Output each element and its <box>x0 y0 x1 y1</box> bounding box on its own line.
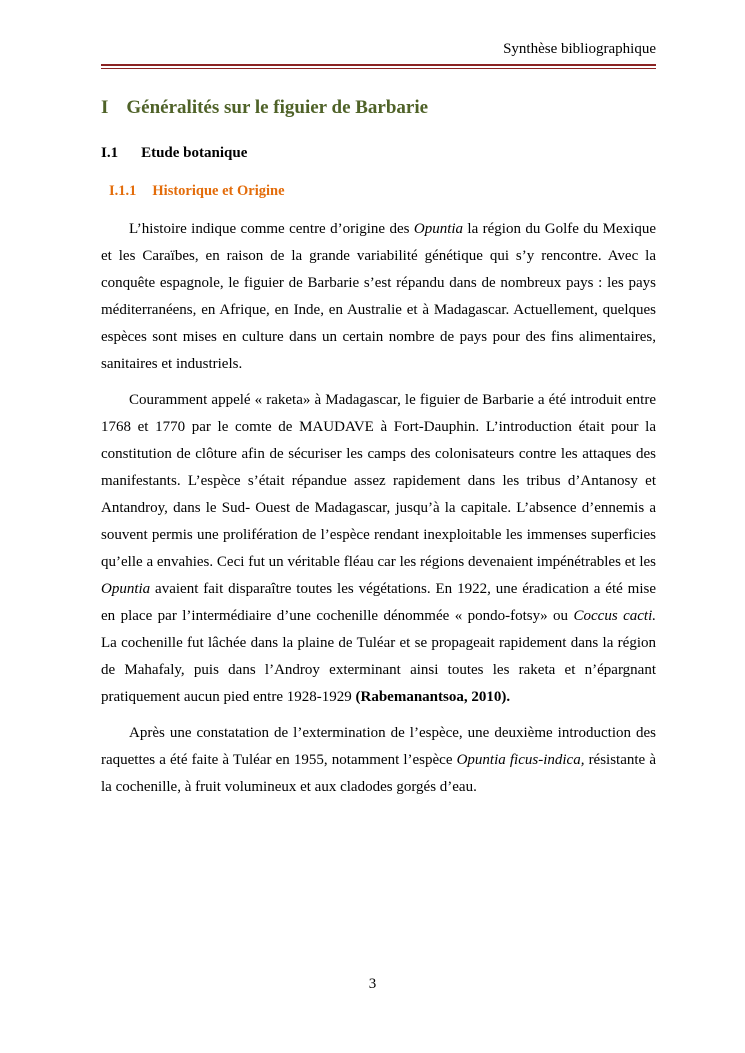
section-heading-3-number: I.1.1 <box>109 183 137 199</box>
section-heading-2 <box>101 143 656 163</box>
section-heading-3 <box>109 182 656 201</box>
header-rule-thick <box>101 64 656 66</box>
running-header <box>101 40 656 69</box>
paragraph-origin: L’histoire indique comme centre d’origine des Opuntia la région du Golfe du Mexique et les Caraïbes, en raison de la grande variabilité génétique qui s’y rencontre. Avec la conquête espagnole, le figuier de Barbarie s’est répandu dans de nombreux pays : les pays méditerranéens, en Afrique, en Inde, en Australie et à Madagascar. Actuellement, quelques espèces sont mises en culture dans un certain nombre de pays pour des fins alimentaires, sanitaires et industriels. <box>101 221 657 372</box>
section-heading-3-text: Historique et Origine <box>152 183 285 199</box>
paragraph-reintroduction: Après une constatation de l’extermination de l’espèce, une deuxième introduction des raquettes a été faite à Tuléar en 1955, notamment l’espèce Opuntia ficus-indica, résistante à la cochenille, à fruit volumineux et aux cladodes gorgés d’eau. <box>101 725 656 795</box>
section-heading-1-text: Généralités sur le figuier de Barbarie <box>126 97 429 118</box>
paragraph-madagascar-history: Couramment appelé « raketa» à Madagascar, le figuier de Barbarie a été introduit entre 1768 et 1770 par le comte de MAUDAVE à Fort-Dauphin. L’introduction était pour la constitution de clôture afin de sécuriser les camps des colonisateurs contre les attaques des manifestants. L’espèce s’était répandue assez rapidement dans les tribus d’Antanosy et Antandroy, dans le Sud- Ouest de Madagascar, jusqu’à la capitale. L’absence d’ennemis a souvent permis une prolifération de l’espèce rendant inexploitable les immenses superficies qu’elle a envahies. Ceci fut un véritable fléau car les régions devenaient impénétrables et les Opuntia avaient fait disparaître toutes les végétations. En 1922, une éradication a été mise en place par l’intermédiaire d’une cochenille dénommée « pondo-fotsy» ou Coccus cacti. La cochenille fut lâchée dans la plaine de Tuléar et se propageait rapidement dans la région de Mahafaly, puis dans l’Androy exterminant ainsi toutes les raketa et n’épargnant pratiquement aucun pied entre 1928-1929 (Rabemanantsoa, 2010). <box>101 392 656 705</box>
section-heading-2-number: I.1 <box>101 145 119 161</box>
page-number: 3 <box>368 976 377 992</box>
section-heading-2-text: Etude botanique <box>141 145 248 161</box>
section-heading-1-number: I <box>101 97 109 118</box>
section-heading-1 <box>101 95 656 120</box>
header-rule-thin <box>101 68 656 69</box>
running-title: Synthèse bibliographique <box>503 41 656 57</box>
page-body <box>101 95 656 801</box>
